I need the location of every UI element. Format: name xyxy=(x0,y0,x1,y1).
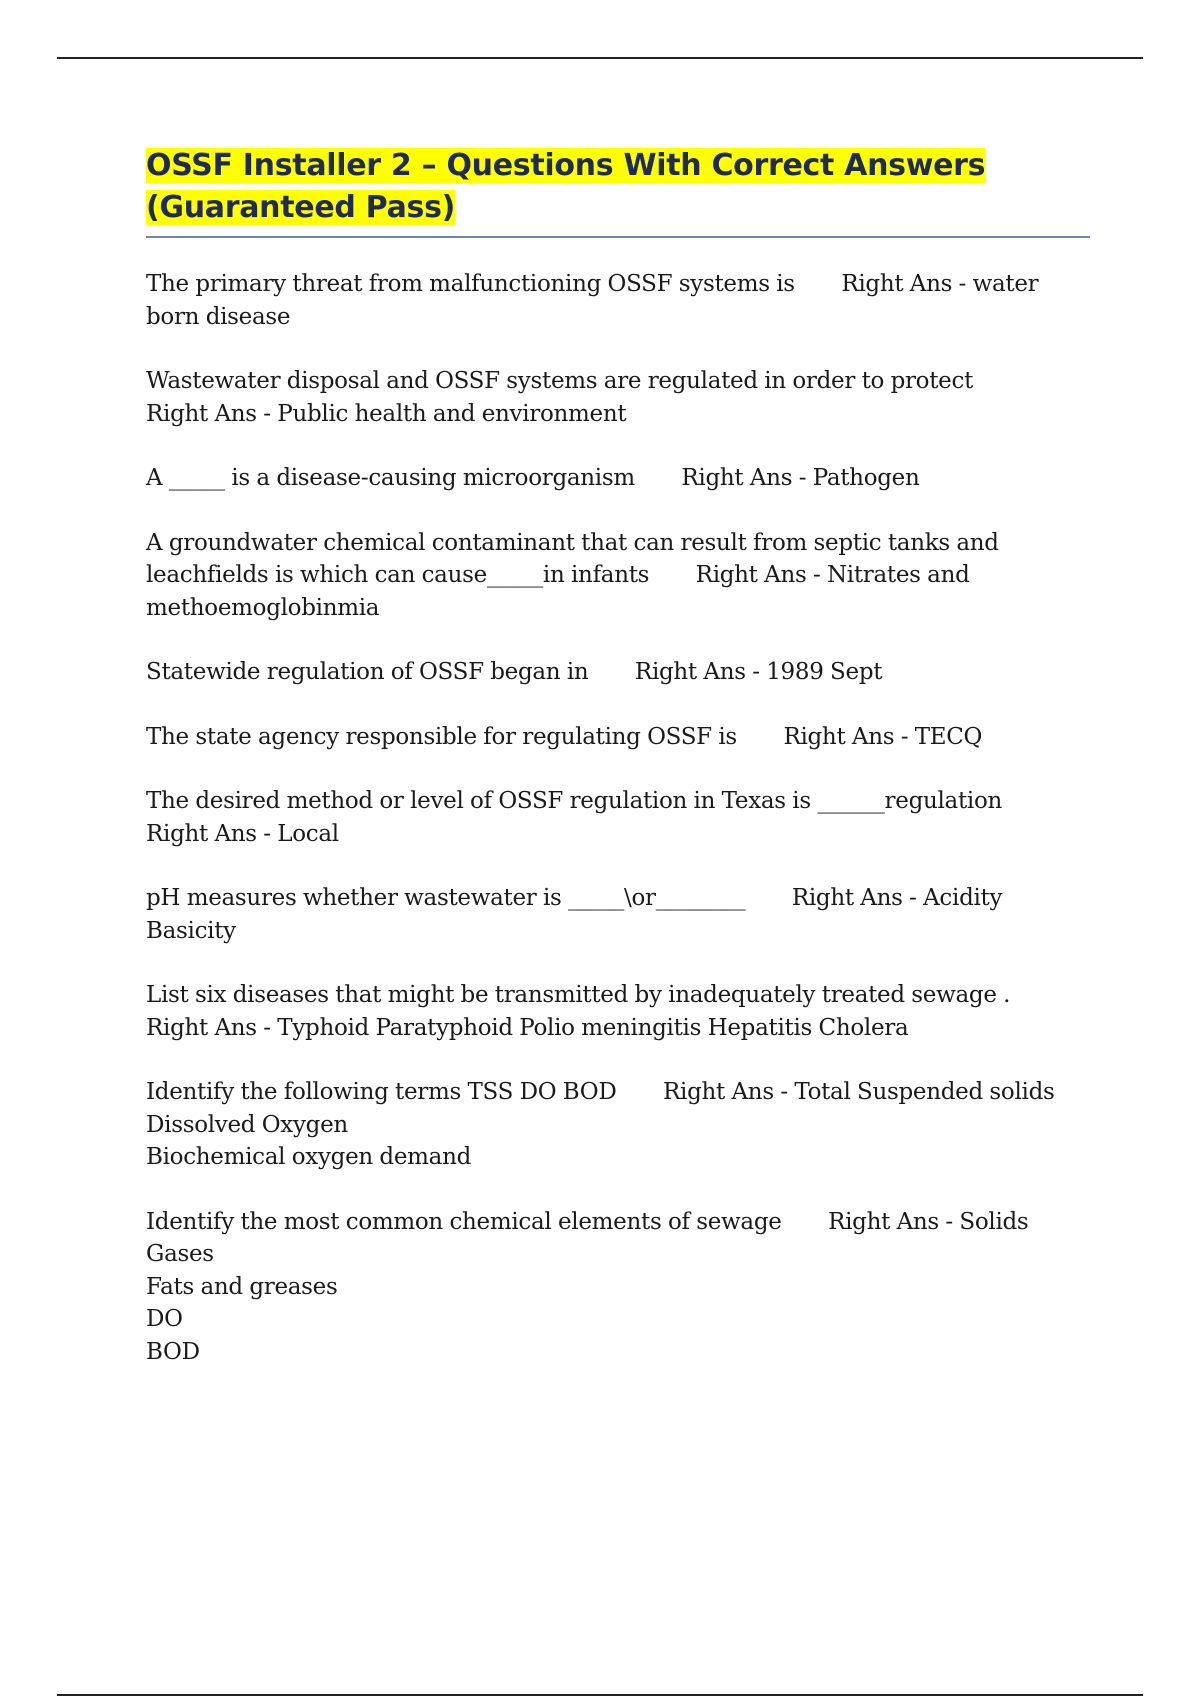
answer-text: Right Ans - Acidity Basicity xyxy=(146,885,1003,944)
answer-line: DO xyxy=(146,1306,183,1332)
question-text: List six diseases that might be transmitted by inadequately treated sewage . xyxy=(146,982,1011,1008)
qa-item xyxy=(146,1076,1091,1174)
header-rule xyxy=(57,57,1143,59)
answer-text: Right Ans - Nitrates and methoemoglobinmia xyxy=(146,562,970,621)
answer-text: Right Ans - TECQ xyxy=(783,723,983,750)
qa-item xyxy=(146,656,1091,689)
question-text: Statewide regulation of OSSF began in xyxy=(146,659,589,685)
answer-text: Right Ans - 1989 Sept xyxy=(634,659,883,685)
answer-text: Right Ans - Pathogen xyxy=(681,465,920,491)
question-text: A _____ is a disease-causing microorganism xyxy=(146,465,635,491)
answer-line: BOD xyxy=(146,1338,200,1365)
footer-rule xyxy=(57,1694,1143,1696)
qa-item xyxy=(146,1206,1091,1369)
answer-text: Right Ans - Typhoid Paratyphoid Polio meningitis Hepatitis Cholera xyxy=(146,1014,909,1041)
title-line-1: OSSF Installer 2 – Questions With Correct Answers xyxy=(146,148,986,183)
qa-item xyxy=(146,462,1091,495)
answer-line: Biochemical oxygen demand xyxy=(146,1144,472,1170)
answer-text: Right Ans - Public health and environment xyxy=(146,400,627,427)
question-text: The state agency responsible for regulating OSSF is xyxy=(146,723,737,750)
answer-text: Right Ans - Total Suspended solids xyxy=(663,1079,1055,1105)
question-text: Identify the most common chemical elements of sewage xyxy=(146,1208,782,1235)
answer-text: Right Ans - Solids Gases xyxy=(146,1208,1029,1267)
question-text: Wastewater disposal and OSSF systems are regulated in order to protect xyxy=(146,368,974,394)
title-line-2: (Guaranteed Pass) xyxy=(146,190,456,225)
answer-line: Dissolved Oxygen xyxy=(146,1111,348,1138)
question-text: Identify the following terms TSS DO BOD xyxy=(146,1079,617,1105)
answer-text: Right Ans - Local xyxy=(146,820,339,847)
qa-item xyxy=(146,527,1091,625)
title-underline xyxy=(146,236,1090,238)
qa-list xyxy=(146,268,1091,1368)
qa-item xyxy=(146,979,1091,1044)
document-body xyxy=(146,145,1091,1400)
question-text: A groundwater chemical contaminant that can result from septic tanks and leachfields is which can cause_____in infants xyxy=(146,529,999,588)
question-text: The primary threat from malfunctioning OSSF systems is xyxy=(146,271,795,297)
answer-line: Fats and greases xyxy=(146,1273,338,1300)
qa-item xyxy=(146,882,1091,947)
qa-item xyxy=(146,365,1091,430)
qa-item xyxy=(146,721,1091,754)
qa-item xyxy=(146,785,1091,850)
document-title xyxy=(146,145,1091,229)
answer-text: Right Ans - water born disease xyxy=(146,271,1039,330)
question-text: pH measures whether wastewater is _____\or________ xyxy=(146,885,746,911)
qa-item xyxy=(146,268,1091,333)
question-text: The desired method or level of OSSF regulation in Texas is ______regulation xyxy=(146,788,1003,814)
